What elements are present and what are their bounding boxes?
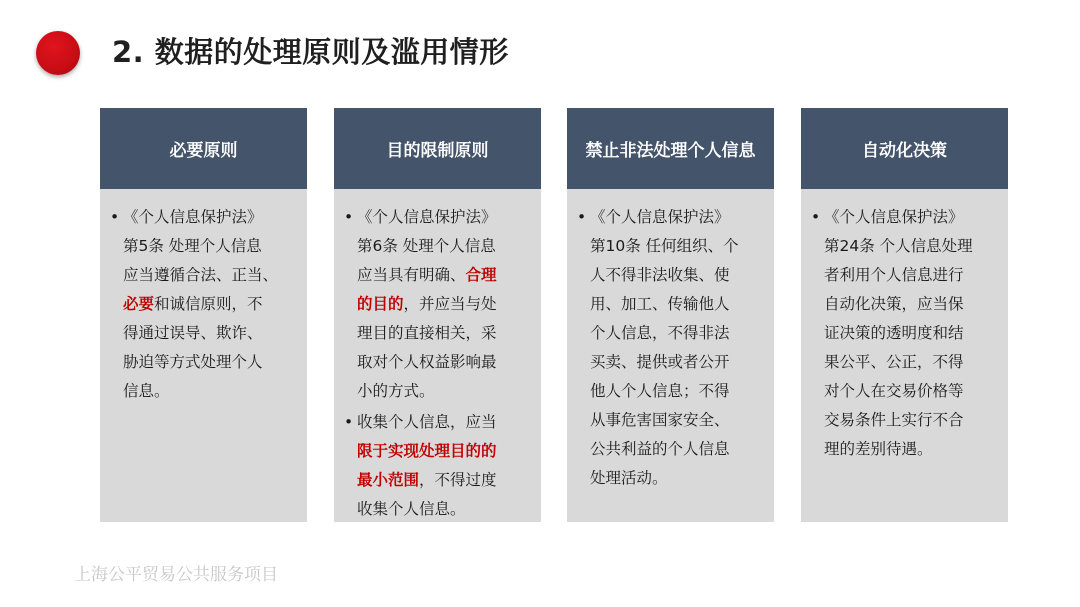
text-line: • 《个人信息保护法》 — [824, 208, 964, 226]
page-title: 2. 数据的处理原则及滥用情形 — [112, 35, 509, 69]
text-line: • 《个人信息保护法》 — [357, 208, 497, 226]
bullet-item — [577, 203, 765, 493]
text-segment: 和诚信原则，不 — [154, 295, 263, 313]
text-line: 对个人在交易价格等 — [824, 382, 964, 400]
text-line: • 《个人信息保护法》 — [123, 208, 263, 226]
text-line: • 收集个人信息，应当 — [357, 413, 497, 431]
text-segment: ，不得过度 — [419, 471, 497, 489]
highlight-text: 的目的 — [357, 295, 404, 313]
card-header: 必要原则 — [100, 108, 307, 189]
text-line: 取对个人权益影响最 — [357, 353, 497, 371]
highlight-text: 合理 — [465, 266, 497, 284]
text-line: 收集个人信息。 — [357, 500, 466, 518]
bullet-item — [811, 203, 999, 464]
card-purpose-limitation — [334, 108, 541, 522]
highlight-text: 最小范围 — [357, 471, 420, 489]
text-line: 第5条 处理个人信息 — [123, 237, 262, 255]
highlight-text: 限于实现处理目的的 — [357, 442, 497, 460]
card-body — [801, 189, 1008, 464]
text-line: 自动化决策，应当保 — [824, 295, 964, 313]
bullet-item — [344, 408, 532, 524]
text-line: 用、加工、传输他人 — [590, 295, 730, 313]
text-line: 人不得非法收集、使 — [590, 266, 730, 284]
text-line: 应当遵循合法、正当、 — [123, 266, 279, 284]
text-line: 果公平、公正，不得 — [824, 353, 964, 371]
text-line: 交易条件上实行不合 — [824, 411, 964, 429]
text-line: 胁迫等方式处理个人 — [123, 353, 263, 371]
highlight-text: 必要 — [123, 295, 155, 313]
text-line: 理目的直接相关，采 — [357, 324, 497, 342]
text-line: 他人个人信息；不得 — [590, 382, 730, 400]
text-line: 者利用个人信息进行 — [824, 266, 964, 284]
text-line: 信息。 — [123, 382, 170, 400]
text-line — [357, 437, 532, 466]
card-header: 目的限制原则 — [334, 108, 541, 189]
bullet-item — [344, 203, 532, 406]
text-line: 个人信息，不得非法 — [590, 324, 730, 342]
text-line — [123, 290, 298, 319]
red-dot-icon — [36, 31, 80, 75]
card-illegal-processing — [567, 108, 774, 522]
text-line: 第10条 任何组织、个 — [590, 237, 739, 255]
card-necessity — [100, 108, 307, 522]
text-line — [357, 261, 532, 290]
card-body — [334, 189, 541, 524]
text-segment: ，并应当与处 — [403, 295, 497, 313]
card-body — [100, 189, 307, 406]
text-line: 小的方式。 — [357, 382, 435, 400]
card-body — [567, 189, 774, 493]
text-line: 第6条 处理个人信息 — [357, 237, 496, 255]
text-line: 得通过误导、欺诈、 — [123, 324, 263, 342]
bullet-item — [110, 203, 298, 406]
text-line: 公共利益的个人信息 — [590, 440, 730, 458]
card-automated-decision — [801, 108, 1008, 522]
text-line: 第24条 个人信息处理 — [824, 237, 973, 255]
text-line: 从事危害国家安全、 — [590, 411, 730, 429]
text-line: 买卖、提供或者公开 — [590, 353, 730, 371]
text-segment: 应当具有明确、 — [357, 266, 466, 284]
footer-text: 上海公平贸易公共服务项目 — [74, 565, 278, 585]
text-line: • 《个人信息保护法》 — [590, 208, 730, 226]
text-line: 理的差别待遇。 — [824, 440, 933, 458]
card-header: 禁止非法处理个人信息 — [567, 108, 774, 189]
text-line — [357, 290, 532, 319]
card-header: 自动化决策 — [801, 108, 1008, 189]
text-line — [357, 466, 532, 495]
text-line: 证决策的透明度和结 — [824, 324, 964, 342]
text-line: 处理活动。 — [590, 469, 668, 487]
